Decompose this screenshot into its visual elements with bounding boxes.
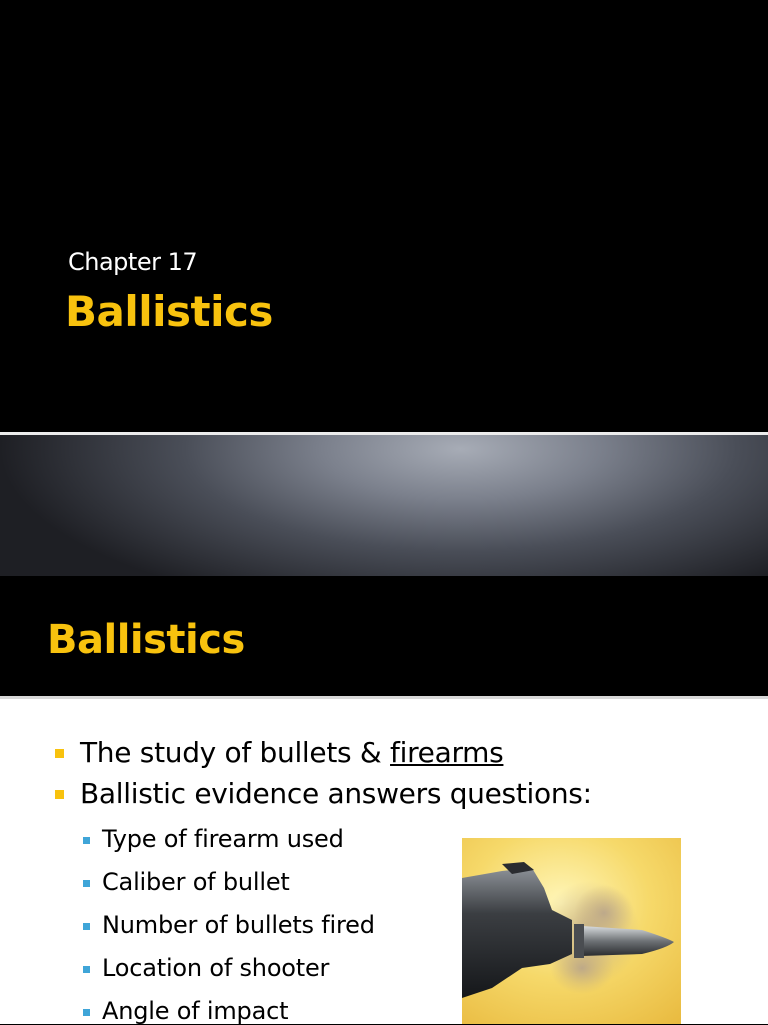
sub-bullet-item xyxy=(83,911,375,939)
sub-bullet-text: Number of bullets fired xyxy=(102,911,375,939)
bullet-marker xyxy=(55,790,64,799)
bullet-item xyxy=(55,777,592,810)
bullet-text xyxy=(80,736,503,769)
sub-bullet-marker xyxy=(83,923,90,930)
sub-bullet-text: Angle of impact xyxy=(102,997,289,1025)
bullet-text: Ballistic evidence answers questions: xyxy=(80,777,592,810)
sub-bullet-text: Caliber of bullet xyxy=(102,868,290,896)
bullet-item xyxy=(55,736,503,769)
sub-bullet-item xyxy=(83,954,329,982)
sub-bullet-item xyxy=(83,997,288,1025)
title-slide xyxy=(0,0,768,432)
sub-bullet-marker xyxy=(83,966,90,973)
content-slide-title: Ballistics xyxy=(47,617,245,663)
sub-bullet-text: Location of shooter xyxy=(102,954,330,982)
bullet-photo xyxy=(462,838,681,1024)
sub-bullet-marker xyxy=(83,1009,90,1016)
sub-bullet-item xyxy=(83,825,344,853)
sub-bullet-text: Type of firearm used xyxy=(102,825,344,853)
slide-subtitle: Chapter 17 xyxy=(68,248,198,276)
slide-title: Ballistics xyxy=(65,287,273,336)
bullet-text-prefix: The study of bullets & xyxy=(80,736,391,769)
sub-bullet-marker xyxy=(83,880,90,887)
sub-bullet-item xyxy=(83,868,290,896)
bullet-marker xyxy=(55,749,64,758)
sub-bullet-marker xyxy=(83,837,90,844)
firearms-link[interactable]: firearms xyxy=(390,736,504,769)
slide-gradient-background xyxy=(0,435,768,576)
